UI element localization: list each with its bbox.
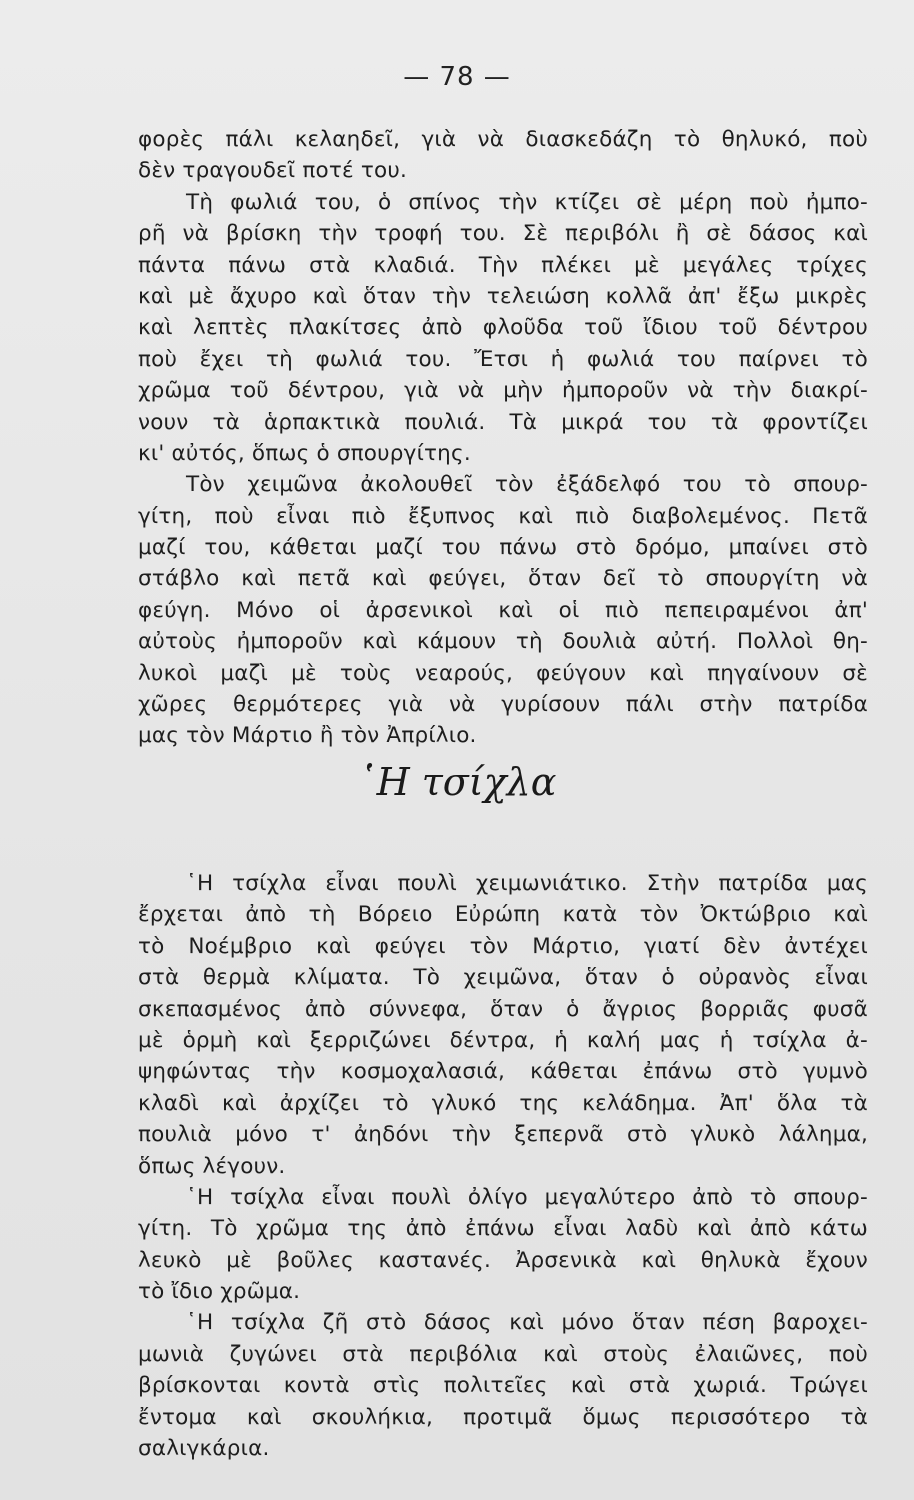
text-line: κι' αὐτός, ὅπως ὁ σπουργίτης. (138, 440, 471, 466)
text-line: χῶρες θερμότερες γιὰ νὰ γυρίσουν πάλι στὴν πατρίδα (138, 692, 868, 718)
text-line: σκεπασμένος ἀπὸ σύννεφα, ὅταν ὁ ἄγριος βορριᾶς φυσᾶ (138, 996, 868, 1022)
text-line: μαζί του, κάθεται μαζί του πάνω στὸ δρόμο, μπαίνει στὸ (138, 535, 868, 561)
text-line: μωνιὰ ζυγώνει στὰ περιβόλια καὶ στοὺς ἐλαιῶνες, ποὺ (138, 1341, 868, 1367)
text-line: λευκὸ μὲ βοῦλες καστανές. Ἀρσενικὰ καὶ θηλυκὰ ἔχουν (138, 1247, 868, 1273)
text-line: ψηφώντας τὴν κοσμοχαλασιά, κάθεται ἐπάνω στὸ γυμνὸ (138, 1059, 868, 1085)
text-line: Τὴ φωλιά του, ὁ σπίνος τὴν κτίζει σὲ μέρη ποὺ ἠμπο- (186, 189, 868, 215)
text-line: βρίσκονται κοντὰ στὶς πολιτεῖες καὶ στὰ χωριά. Τρώγει (138, 1373, 868, 1399)
text-line: σαλιγκάρια. (138, 1436, 270, 1462)
text-line: τὸ Νοέμβριο καὶ φεύγει τὸν Μάρτιο, γιατί δὲν ἀντέχει (138, 933, 868, 959)
text-line: πάντα πάνω στὰ κλαδιά. Τὴν πλέκει μὲ μεγάλες τρίχες (138, 252, 868, 278)
text-block-thrush (138, 868, 868, 1464)
text-line: ῾Η τσίχλα ζῆ στὸ δάσος καὶ μόνο ὅταν πέση βαροχει- (186, 1310, 868, 1336)
text-line: ἔρχεται ἀπὸ τὴ Βόρειο Εὐρώπη κατὰ τὸν Ὀκτώβριο καὶ (138, 902, 868, 928)
text-line: ποὺ ἔχει τὴ φωλιά του. Ἔτσι ἡ φωλιά του παίρνει τὸ (138, 346, 868, 372)
text-line: γίτη. Τὸ χρῶμα της ἀπὸ ἐπάνω εἶναι λαδὺ καὶ ἀπὸ κάτω (138, 1216, 868, 1242)
text-line: μας τὸν Μάρτιο ἢ τὸν Ἀπρίλιο. (138, 723, 477, 749)
text-line: κλαδὶ καὶ ἀρχίζει τὸ γλυκό της κελάδημα. Ἀπ' ὅλα τὰ (138, 1090, 868, 1116)
text-line: χρῶμα τοῦ δέντρου, γιὰ νὰ μὴν ἠμποροῦν νὰ τὴν διακρί- (138, 378, 868, 404)
text-line: ὅπως λέγουν. (138, 1153, 286, 1179)
text-line: λυκοὶ μαζὶ μὲ τοὺς νεαρούς, φεύγουν καὶ πηγαίνουν σὲ (138, 660, 868, 686)
text-block-sparrow-finch (138, 124, 868, 752)
page-number: — 78 — (403, 62, 511, 92)
text-line: ῾Η τσίχλα εἶναι πουλὶ χειμωνιάτικο. Στὴν πατρίδα μας (186, 871, 868, 896)
text-line: φεύγη. Μόνο οἱ ἀρσενικοὶ καὶ οἱ πιὸ πεπειραμένοι ἀπ' (138, 597, 868, 623)
text-line: γίτη, ποὺ εἶναι πιὸ ἔξυπνος καὶ πιὸ διαβολεμένος. Πετᾶ (138, 503, 868, 529)
text-line: ἔντομα καὶ σκουλήκια, προτιμᾶ ὅμως περισσότερο τὰ (138, 1404, 868, 1430)
text-line: καὶ μὲ ἄχυρο καὶ ὅταν τὴν τελειώση κολλᾶ ἀπ' ἔξω μικρὲς (138, 283, 868, 309)
section-title: ῾Η τσίχλα (357, 760, 557, 804)
text-line: τὸ ἴδιο χρῶμα. (138, 1279, 301, 1305)
text-line: ρῆ νὰ βρίσκη τὴν τροφή του. Σὲ περιβόλι ἢ σὲ δάσος καὶ (138, 221, 868, 247)
text-line: αὐτοὺς ἠμποροῦν καὶ κάμουν τὴ δουλιὰ αὐτή. Πολλοὶ θη- (138, 629, 868, 655)
text-line: φορὲς πάλι κελαηδεῖ, γιὰ νὰ διασκεδάζη τὸ θηλυκό, ποὺ (138, 127, 868, 152)
text-line: καὶ λεπτὲς πλακίτσες ἀπὸ φλοῦδα τοῦ ἴδιου τοῦ δέντρου (138, 315, 868, 341)
text-line: νουν τὰ ἁρπακτικὰ πουλιά. Τὰ μικρά του τὰ φροντίζει (138, 409, 868, 435)
text-line: πουλιὰ μόνο τ' ἀηδόνι τὴν ξεπερνᾶ στὸ γλυκὸ λάλημα, (138, 1122, 868, 1148)
text-line: στάβλο καὶ πετᾶ καὶ φεύγει, ὅταν δεῖ τὸ σπουργίτη νὰ (138, 566, 868, 592)
text-line: μὲ ὁρμὴ καὶ ξερριζώνει δέντρα, ἡ καλή μας ἡ τσίχλα ἀ- (138, 1027, 868, 1053)
text-line: δὲν τραγουδεῖ ποτέ του. (138, 158, 408, 184)
text-line: ῾Η τσίχλα εἶναι πουλὶ ὀλίγο μεγαλύτερο ἀπὸ τὸ σπουρ- (186, 1184, 868, 1210)
text-line: στὰ θερμὰ κλίματα. Τὸ χειμῶνα, ὅταν ὁ οὐρανὸς εἶναι (138, 965, 868, 991)
text-line: Τὸν χειμῶνα ἀκολουθεῖ τὸν ἐξάδελφό του τὸ σπουρ- (186, 472, 868, 498)
